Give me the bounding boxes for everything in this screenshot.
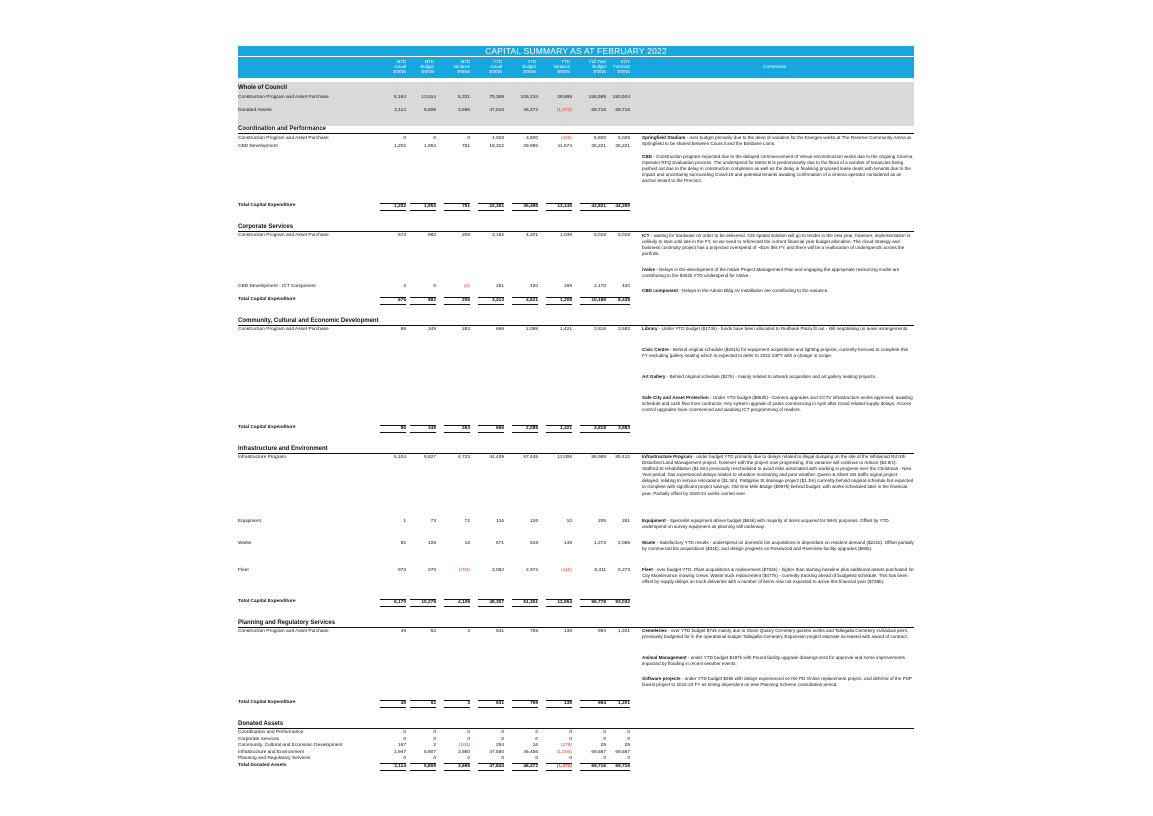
value-cell: (2)	[464, 284, 470, 289]
value-cell: 44,250	[604, 203, 630, 211]
row-label: Donated Assets	[238, 108, 272, 113]
value-cell: 22,351	[478, 203, 504, 211]
value-cell: 0	[433, 284, 436, 289]
table-row	[238, 743, 630, 749]
value-cell: 126	[529, 519, 538, 524]
value-cell: 882	[410, 297, 436, 305]
value-cell: 4,201	[525, 233, 538, 238]
value-cell: 0	[535, 730, 538, 735]
table-row	[238, 568, 630, 574]
total-row	[238, 203, 630, 209]
value-cell: 138	[546, 700, 572, 708]
comment-heading: Springfield Stadium	[642, 135, 686, 140]
value-cell: 3,695	[457, 108, 470, 113]
value-cell: 2	[433, 743, 436, 749]
value-cell: 0	[627, 736, 630, 742]
value-cell: 47,844	[478, 763, 504, 771]
value-cell: 3,860	[457, 749, 470, 755]
value-cell: 420	[621, 284, 630, 289]
comment-heading: Waste	[642, 540, 656, 545]
total-row	[238, 297, 630, 303]
comment-body: - under YTD budget $187k with Pound facility upgrade drawings sent for approval and some improvements impacted by flooding in recent weather events.	[642, 655, 905, 667]
value-cell: 0	[535, 756, 538, 762]
value-cell: 57,445	[523, 455, 538, 460]
value-cell: 769	[512, 700, 538, 708]
value-cell: 3,600	[525, 136, 538, 141]
row-label: Coordination and Performance	[238, 730, 304, 735]
comment-heading: CBD	[642, 154, 652, 159]
value-cell: 209	[461, 233, 470, 238]
value-cell: 16	[464, 541, 470, 546]
value-cell: 0	[403, 730, 406, 735]
value-cell: 973	[397, 568, 406, 573]
value-cell: 261	[621, 519, 630, 524]
value-cell: 3,162	[491, 233, 504, 238]
value-cell: 2,170	[593, 284, 606, 289]
value-cell: 8,438	[604, 297, 630, 305]
value-cell: 0	[603, 756, 606, 762]
value-cell: 0	[433, 736, 436, 742]
value-cell: 1	[403, 519, 406, 524]
comment-text	[642, 567, 914, 585]
comment-body: - Under YTD budget ($952k) - Camera upgrades and CCTV infrastructure works approved, awaiting schedule and cash flow from contractor. Key system upgrade of parks commencing in April after Covid related supply delays. Access control upgrades have commenced and awaiting ICT programming of readers.	[642, 395, 913, 413]
value-cell: 2,086	[617, 541, 630, 546]
comment-body: - under budget YTD primarily due to delays related to illegal dumping on the site of the Whitwood Rd Nth Disturbed Land Management project, however with the project now progressing, this variance will continue to reduce ($4.9m). Stafford St rehabilitation ($1.8m) previously rescheduled to avoid risks associated with working in progress over the Christmas - New Year period, has experienced delays related to vibration monitoring and poor weather. Queen & Albert Sts traffic signal project delayed, relating to service relocations ($1.3m). Pattigrew St drainage project ($1.3m) currently behind original schedule but expected to complete with significant project savings. Old One Mile Bridge ($997k) behind budget, with works scheduled later in the financial year. Partially offset by 2020-21 works carried over.	[642, 454, 914, 496]
row-label: Planning and Regulatory Services	[238, 756, 311, 762]
value-cell: 43,821	[580, 203, 606, 211]
row-label: Infrastructure and Environment	[238, 749, 304, 755]
value-cell: 155,599	[588, 95, 606, 100]
value-cell: 35,496	[512, 203, 538, 211]
value-cell: 3,082	[491, 568, 504, 573]
comment-body: - Behind original schedule ($27k) - mainly related to artwork acquisition and art gallery seating projects.	[665, 374, 877, 379]
value-cell: 751	[461, 144, 470, 149]
comment-body: - Delays in the development of the iValve Project Management Plan and engaging the appropriate resourcing model are contributing to the $352k YTD underspend for iValve.	[642, 267, 900, 279]
value-cell: 69,716	[615, 108, 630, 113]
value-cell: 751	[444, 203, 470, 211]
value-cell: 49	[400, 629, 406, 634]
value-cell: 69,687	[615, 749, 630, 755]
value-cell: 167	[397, 743, 406, 749]
value-cell: 9,827	[423, 455, 436, 460]
value-cell: 2,088	[512, 425, 538, 433]
row-label: Equipment	[238, 519, 261, 524]
table-row	[238, 144, 630, 150]
comment-heading: iValve	[642, 267, 656, 272]
value-cell: 676	[380, 297, 406, 305]
total-row	[238, 425, 630, 431]
value-cell: 5,809	[423, 108, 436, 113]
value-cell: (1,094)	[556, 749, 572, 755]
value-cell: 3,818	[580, 425, 606, 433]
value-cell: 1,421	[546, 425, 572, 433]
value-cell: 86	[400, 327, 406, 332]
table-row	[238, 756, 630, 762]
value-cell: 8,018	[593, 233, 606, 238]
comment-body: - Behind original schedule ($301k) for equipment acquisitions and lighting projects, currently forecast to complete this FY excluding gallery seating which is expected to defer to 2022-23FY with a change in scope.	[642, 347, 908, 359]
comment-heading: CBD component	[642, 288, 678, 293]
comment-heading: Equipment	[642, 518, 666, 523]
value-cell: 11,574	[557, 144, 572, 149]
value-cell: 1,953	[423, 144, 436, 149]
value-cell: 61,361	[512, 599, 538, 607]
value-cell: (1,372)	[546, 763, 572, 771]
value-cell: 46,472	[512, 763, 538, 771]
value-cell: 0	[501, 736, 504, 742]
comment-text	[642, 540, 914, 552]
value-cell: (703)	[458, 568, 470, 573]
value-cell: 150,504	[612, 95, 630, 100]
col-ytd-variance: YTD Variance $'000s	[553, 59, 570, 74]
value-cell: 44,439	[489, 455, 504, 460]
comment-text	[642, 154, 914, 184]
capital-summary-sheet	[238, 46, 914, 796]
value-cell: 96,778	[580, 599, 606, 607]
value-cell: 0	[433, 756, 436, 762]
comment-text	[642, 676, 914, 688]
value-cell: 69,716	[604, 763, 630, 771]
value-cell: 85,412	[615, 455, 630, 460]
value-cell: 69,687	[591, 749, 606, 755]
comment-heading: ICT	[642, 233, 650, 238]
section-heading: Planning and Regulatory Services	[238, 619, 914, 628]
value-cell: 1,208	[546, 297, 572, 305]
table-row	[238, 284, 630, 290]
comment-body: - Construction program impacted due to the delayed commencement of Venue reconstruction works due to the ongoing Cinema Operator RFQ Evaluation process. The underspend for Metro B is predominantly due to the fitout of a number of tenancies being pushed out due to the delay in construction completion as well as the delay in finalising proposed lease deals with tenants due to the impact and uncertainty surrounding Covid-19 and potential tenants awaiting confirmation of a cinema operator considered as an anchor tenant to the Precinct.	[642, 154, 913, 184]
value-cell: 769	[529, 629, 538, 634]
col-mtd-actual: MTD Actual $'000s	[393, 59, 406, 74]
value-cell: 5,600	[593, 136, 606, 141]
value-cell: 69,716	[580, 763, 606, 771]
value-cell: 882	[427, 233, 436, 238]
value-cell: 673	[397, 233, 406, 238]
row-label: Construction Program and Asset Purchase	[238, 629, 329, 634]
row-label: Construction Program and Asset Purchase	[238, 136, 329, 141]
value-cell: 0	[535, 736, 538, 742]
row-label: Community, Cultural and Economic Development	[238, 743, 343, 749]
value-cell: 1,201	[604, 700, 630, 708]
value-cell: 0	[569, 756, 572, 762]
value-cell: 2,114	[380, 763, 406, 771]
table-row	[238, 736, 630, 743]
row-label: Total Capital Expenditure	[238, 297, 296, 302]
table-row	[238, 629, 630, 635]
value-cell: 2	[403, 284, 406, 289]
value-cell: (110)	[561, 568, 572, 573]
comment-text	[642, 374, 914, 380]
value-cell: 0	[403, 756, 406, 762]
row-label: Construction Program and Asset Purchase	[238, 233, 329, 238]
value-cell: 0	[403, 136, 406, 141]
value-cell: 10,188	[580, 297, 606, 305]
value-cell: 0	[627, 730, 630, 735]
value-cell: 3,818	[593, 327, 606, 332]
comment-text	[642, 518, 914, 530]
table-row	[238, 95, 630, 101]
value-cell: 10	[566, 519, 572, 524]
value-cell: 92	[400, 541, 406, 546]
comment-text	[642, 267, 914, 279]
value-cell: 0	[627, 756, 630, 762]
row-label: CBD Development	[238, 144, 278, 149]
value-cell: 46,456	[523, 749, 538, 755]
report-title: CAPITAL SUMMARY AS AT FEBRUARY 2022	[238, 46, 914, 56]
row-label: Total Capital Expenditure	[238, 425, 296, 430]
col-mtd-budget: MTD Budget $'000s	[420, 59, 434, 74]
value-cell: 8,311	[594, 568, 606, 573]
col-ytd-actual: YTD Actual $'000s	[489, 59, 502, 74]
value-cell: 93,032	[604, 599, 630, 607]
row-label: Infrastructure Program	[238, 455, 286, 460]
value-cell: 0	[433, 730, 436, 735]
table-row	[238, 455, 630, 461]
comment-heading: Animal Management	[642, 655, 687, 660]
row-label: Total Capital Expenditure	[238, 599, 296, 604]
value-cell: 47,844	[489, 108, 504, 113]
value-cell: 206	[444, 297, 470, 305]
value-cell: 3,583	[604, 425, 630, 433]
comment-body: - Satisfactory YTD results - underspend on domestic bin acquisitions is dependant on resident demand ($221k). Offset partially by commercial bin acquisitions ($31k), and design progress on Rosewood and Riverview facility upgrades ($60k).	[642, 540, 914, 552]
value-cell: 0	[569, 730, 572, 735]
comment-text	[642, 135, 914, 147]
value-cell: 2,088	[525, 327, 538, 332]
value-cell: 1,953	[410, 203, 436, 211]
row-label: Total Capital Expenditure	[238, 203, 296, 208]
col-ytd-budget: YTD Budget $'000s	[522, 59, 536, 74]
row-label: Construction Program and Asset Purchase	[238, 95, 329, 100]
section-heading: Coordination and Performance	[238, 125, 914, 134]
comment-body: - waiting for hardware on order to be delivered. GIS spatial solution will go to tender in the new year, however, implementation is unlikely to start until late in the FY, so we need to reforecast the current financial year budget allocation. The cloud strategy and business continuity project has a projected overspend of ~$1m this FY, and there will be a reallocation of underspends across the portfolio.	[642, 233, 911, 257]
value-cell: 349	[410, 425, 436, 433]
value-cell: 0	[603, 736, 606, 742]
value-cell: 994	[597, 629, 606, 634]
value-cell: 47,550	[489, 749, 504, 755]
table-row	[238, 327, 630, 333]
value-cell: 2,114	[394, 108, 406, 113]
value-cell: 108	[427, 541, 436, 546]
comment-text	[642, 454, 914, 497]
comment-body: - Specialist equipment above budget ($64k) with majority of items acquired for WHS purposes. Offset by YTD underspend on survey equipment as planning still underway.	[642, 518, 889, 530]
comment-heading: Fleet	[642, 567, 653, 572]
value-cell: 5,104	[393, 455, 406, 460]
value-cell: (278)	[560, 743, 572, 749]
value-cell: 0	[403, 736, 406, 742]
comment-body: - Delays in the Admin Bldg AV installation are contributing to the variance.	[677, 288, 829, 293]
value-cell: 116	[496, 519, 504, 524]
comment-text	[642, 628, 914, 640]
section-heading: Community, Cultural and Economic Development	[238, 317, 914, 326]
value-cell: 1,201	[617, 629, 630, 634]
row-label: Corporate Services	[238, 736, 280, 742]
value-cell: 2,972	[525, 568, 538, 573]
comment-body: - over YTD budget $74k mainly due to Stone Quarry Cemetery gazebo works and Tallegalla Cemetery individual piers, previously budgeted for in the operational budget Tallegalla Cemetery Expansion project estimate increased with award of contract.	[642, 628, 909, 640]
value-cell: 0	[467, 136, 470, 141]
table-row	[238, 730, 630, 736]
value-cell: 1,947	[393, 749, 406, 755]
value-cell: 4,029	[491, 136, 504, 141]
value-cell: (1,372)	[556, 108, 572, 113]
value-cell: 5,331	[457, 95, 470, 100]
value-cell: 1,421	[559, 327, 572, 332]
value-cell: 1,202	[393, 144, 406, 149]
table-row	[238, 233, 630, 239]
table-row	[238, 749, 630, 756]
value-cell: 52	[410, 700, 436, 708]
value-cell: 13,006	[557, 455, 572, 460]
value-cell: 29,896	[523, 144, 538, 149]
value-cell: 13,514	[421, 95, 436, 100]
value-cell: 18,322	[489, 144, 504, 149]
value-cell: 671	[495, 541, 504, 546]
comment-text	[642, 655, 914, 667]
value-cell: 631	[478, 700, 504, 708]
section-heading: Corporate Services	[238, 223, 914, 232]
value-cell: 106,234	[520, 95, 538, 100]
value-cell: 0	[501, 730, 504, 735]
comment-text	[642, 347, 914, 359]
value-cell: 86	[380, 425, 406, 433]
total-row	[238, 763, 630, 769]
value-cell: 666	[495, 327, 504, 332]
value-cell: 3	[467, 629, 470, 634]
value-cell: 294	[495, 743, 504, 749]
value-cell: 420	[529, 284, 538, 289]
comment-heading: Software projects	[642, 676, 681, 681]
value-cell: 38,221	[615, 144, 630, 149]
value-cell: 69,716	[591, 108, 606, 113]
value-cell: 5,273	[617, 568, 630, 573]
value-cell: 75,369	[489, 95, 504, 100]
row-label: Fleet	[238, 568, 249, 573]
value-cell: 1,202	[380, 203, 406, 211]
value-cell: 994	[580, 700, 606, 708]
value-cell: 4,621	[512, 297, 538, 305]
row-label: Waste	[238, 541, 252, 546]
comment-body: - Under YTD budget ($173k) - funds have been allocated to Redbank Plaza fit out - still negotiating on lease arrangements.	[657, 326, 909, 331]
value-cell: 1,039	[559, 233, 572, 238]
value-cell: 0	[467, 736, 470, 742]
value-cell: 46,472	[523, 108, 538, 113]
value-cell: 28,865	[557, 95, 572, 100]
value-cell: 13,145	[546, 203, 572, 211]
table-row	[238, 108, 630, 114]
comment-heading: Civic Centre	[642, 347, 669, 352]
value-cell: 38,221	[591, 144, 606, 149]
column-header-row	[238, 57, 914, 78]
value-cell: 48,307	[478, 599, 504, 607]
value-cell: 349	[427, 327, 436, 332]
value-cell: 8,018	[617, 233, 630, 238]
comment-heading: Library	[642, 326, 658, 331]
comment-heading: Infrastructure Program	[642, 454, 693, 459]
value-cell: 10,278	[410, 599, 436, 607]
row-label: CBD Development - ICT Component	[238, 284, 316, 289]
total-row	[238, 700, 630, 706]
value-cell: 666	[478, 425, 504, 433]
value-cell: 3,583	[617, 327, 630, 332]
value-cell: 4,108	[444, 599, 470, 607]
value-cell: 3,413	[478, 297, 504, 305]
value-cell: 270	[427, 568, 436, 573]
col-mtd-variance: MTD Variance $'000s	[453, 59, 470, 74]
comment-heading: Safe City and Asset Protection	[642, 395, 709, 400]
value-cell: 5,809	[410, 763, 436, 771]
value-cell: 169	[563, 284, 572, 289]
value-cell: 73	[430, 519, 436, 524]
value-cell: 263	[444, 425, 470, 433]
value-cell: 52	[430, 629, 436, 634]
row-label: Construction Program and Asset Purchase	[238, 327, 329, 332]
comment-heading: Cemeteries	[642, 628, 667, 633]
value-cell: 72	[464, 519, 470, 524]
value-cell: 0	[569, 736, 572, 742]
value-cell: 0	[467, 730, 470, 735]
section-heading: Infrastructure and Environment	[238, 445, 914, 454]
value-cell: 0	[433, 136, 436, 141]
comment-text	[642, 233, 914, 257]
value-cell: 29	[624, 743, 630, 749]
value-cell: 138	[563, 629, 572, 634]
value-cell: 0	[603, 730, 606, 735]
value-cell: 251	[495, 284, 504, 289]
value-cell: 3	[444, 700, 470, 708]
comment-text	[642, 288, 914, 294]
section-heading: Donated Assets	[238, 720, 914, 729]
comment-text	[642, 326, 914, 332]
value-cell: 29	[600, 743, 606, 749]
value-cell: 49	[380, 700, 406, 708]
table-row	[238, 541, 630, 547]
comments-header: Comments	[763, 65, 787, 70]
value-cell: 0	[501, 756, 504, 762]
comment-body: - under YTD budget $25k with delays experienced on the PD Online replacement project, and deferral of the PSP biovist project to 2022-23 FY as timing dependent on new Planning Scheme consultation period.	[642, 676, 912, 688]
col-eoy-forecast: EOY Forecast $'000s	[613, 59, 630, 74]
value-cell: 5,807	[423, 749, 436, 755]
value-cell: 4,723	[457, 455, 470, 460]
value-cell: 206	[597, 519, 606, 524]
value-cell: 8,184	[393, 95, 406, 100]
value-cell: 818	[529, 541, 538, 546]
comment-heading: Art Gallery	[642, 374, 666, 379]
value-cell: (429)	[560, 136, 572, 141]
value-cell: 6,170	[380, 599, 406, 607]
comment-body: - over budget primarily due to the deed of variation for the Energex works at The Reserve Community Arena at Springfield to be shared between Council and the Brisbane Lions.	[642, 135, 911, 147]
comment-text	[642, 395, 914, 413]
total-row	[238, 599, 630, 605]
table-row	[238, 519, 630, 525]
value-cell: 0	[467, 756, 470, 762]
value-cell: 12,954	[546, 599, 572, 607]
section-heading: Whole of Council	[238, 85, 287, 91]
value-cell: 86,988	[591, 455, 606, 460]
value-cell: 631	[495, 629, 504, 634]
table-row	[238, 136, 630, 142]
value-cell: 263	[461, 327, 470, 332]
col-full-year-budget: Full Year Budget $'000s	[589, 59, 606, 74]
comment-body: - over budget YTD. Plant acquisitions & replacement ($704k) - higher than starting baseline plus additional assets purchased for City Maintenance mowing crews. Waste truck replacement ($477k) - currently tracking ahead of budgeted schedule. This has been offset by supply delays on truck deliveries with a number of items now not expected to arrive this financial year ($738k).	[642, 567, 914, 585]
row-label: Total Donated Assets	[238, 763, 287, 768]
value-cell: 148	[563, 541, 572, 546]
value-cell: (165)	[458, 743, 470, 749]
row-label: Total Capital Expenditure	[238, 700, 296, 705]
value-cell: 16	[532, 743, 538, 749]
value-cell: 6,029	[617, 136, 630, 141]
value-cell: 1,273	[593, 541, 606, 546]
value-cell: 3,695	[444, 763, 470, 771]
